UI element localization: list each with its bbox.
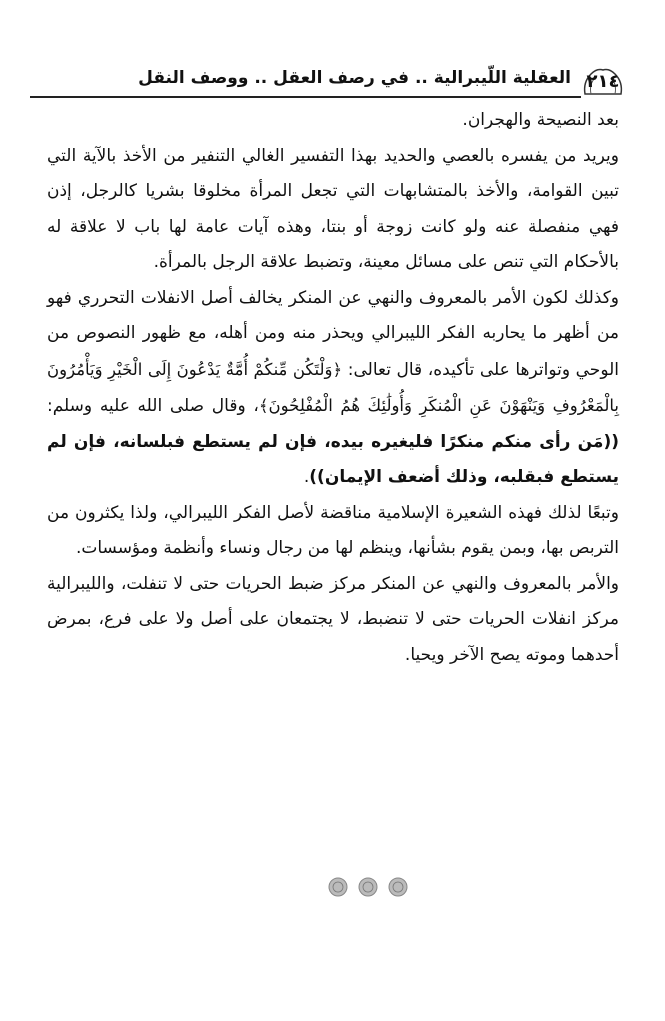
body-text [47, 103, 619, 673]
paragraph-2: ويريد من يفسره بالعصي والحديد بهذا التفسير الغالي التنفير من الأخذ بالآية التي تبين القوامة، والأخذ بالمتشابهات التي تجعل المرأة مخلوقا بشريا كالرجل، إذن فهي منفصلة عنه ولو كانت زوجة أو بنتا، وهذه آيات عامة لها باب لا علاقة له بالأحكام التي تنص على مسائل معينة، وتضبط علاقة الرجل بالمرأة. [47, 145, 619, 272]
page-number: ٢١٤ [586, 70, 620, 92]
page-number-badge [581, 64, 625, 98]
end-ornament-icon [326, 876, 410, 898]
paragraph-3 [47, 281, 619, 496]
page-header [30, 62, 625, 100]
hadith-quote: ((مَن رأى منكم منكرًا فليغيره بيده، فإن لم يستطع فبلسانه، فإن لم يستطع فبقلبه، وذلك أضعف الإيمان)) [47, 431, 619, 487]
paragraph-3-end: . [303, 467, 310, 487]
paragraph-3-intro: وكذلك لكون الأمر بالمعروف والنهي عن المنكر يخالف أصل الانفلات التحرري فهو من أظهر ما يحاربه الفكر الليبرالي ويحذر منه ومن أهله، مع ظهور النصوص من الوحي وتواترها على تأكيده، قال تعالى: [47, 287, 620, 380]
paragraph-1: بعد النصيحة والهجران. [462, 110, 619, 130]
running-title: العقلية اللّيبرالية .. في رصف العقل .. ووصف النقل [138, 68, 571, 88]
paragraph-3-middle: ، وقال صلى الله عليه وسلم: [47, 396, 259, 416]
quran-verse: ﴿وَلْتَكُن مِّنكُمْ أُمَّةٌ يَدْعُونَ إِلَى الْخَيْرِ وَيَأْمُرُونَ بِالْمَعْرُوفِ وَيَنْهَوْنَ عَنِ الْمُنكَرِ وَأُولَٰئِكَ هُمُ الْمُفْلِحُونَ﴾ [47, 359, 620, 415]
paragraph-4: وتبعًا لذلك فهذه الشعيرة الإسلامية مناقضة لأصل الفكر الليبرالي، ولذا يكثرون من التربص بها، وبمن يقوم بشأنها، وينظم لها من رجال ونساء وأنظمة ومؤسسات. [47, 502, 619, 558]
paragraph-5: والأمر بالمعروف والنهي عن المنكر مركز ضبط الحريات حتى لا تنفلت، والليبرالية مركز انفلات الحريات حتى لا تنضبط، لا يجتمعان على أصل ولا على فرع، بمرض أحدهما وموته يصح الآخر ويحيا. [47, 573, 619, 665]
header-rule [30, 96, 581, 98]
